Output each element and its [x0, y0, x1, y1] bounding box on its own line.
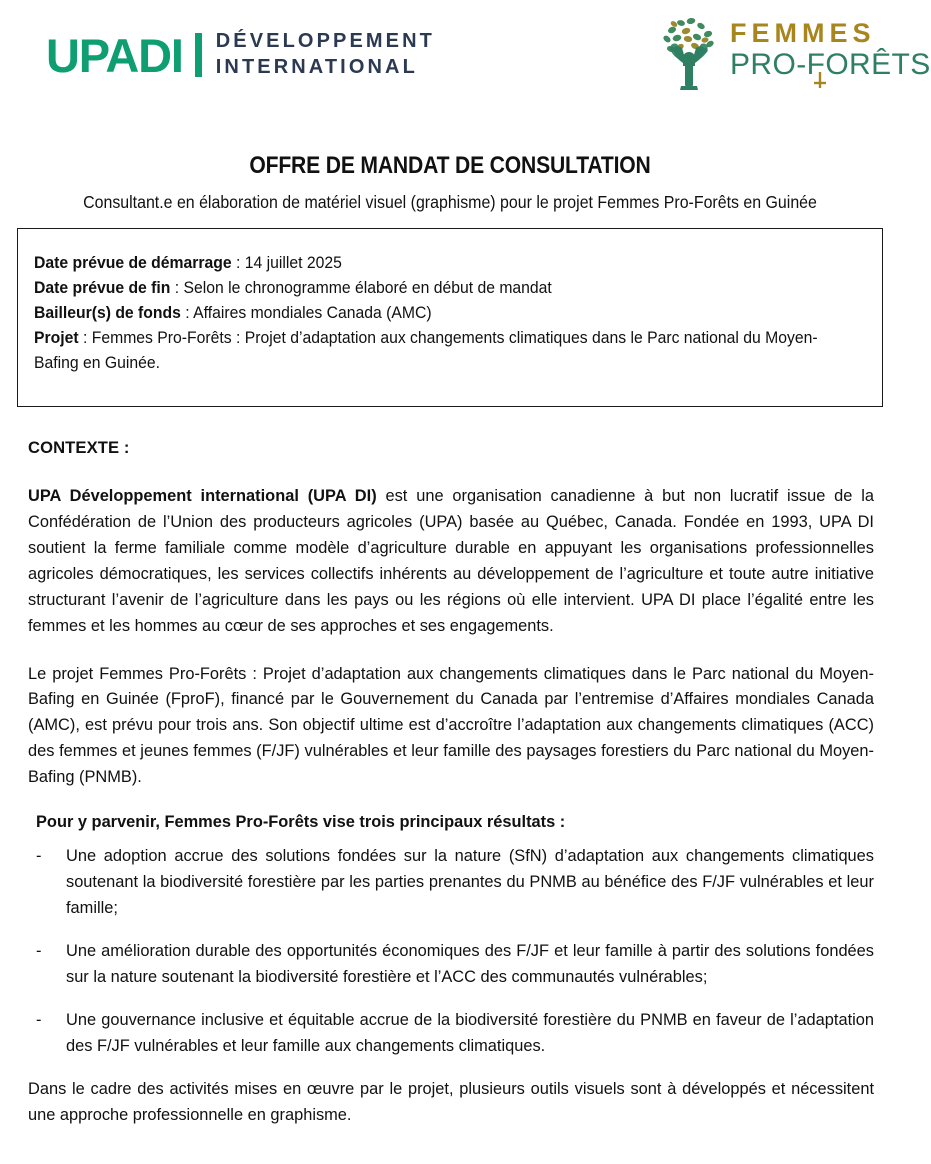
logo-header — [0, 0, 931, 112]
upadi-subtitle-line1: DÉVELOPPEMENT — [215, 30, 435, 53]
list-item-text: Une gouvernance inclusive et équitable accrue de la biodiversité forestière du PNMB en faveur de l’adaptation des F/JF vulnérables et leur famille aux changements climatiques. — [66, 1010, 874, 1055]
info-row-separator: : — [180, 303, 194, 322]
list-item — [28, 1008, 874, 1060]
info-row-label: Bailleur(s) de fonds — [34, 303, 181, 322]
info-row — [34, 251, 831, 276]
upadi-subtitle — [216, 29, 435, 80]
fpf-femmes-text: FEMMES — [730, 18, 876, 48]
document-body — [28, 438, 874, 1128]
list-item — [28, 844, 874, 922]
paragraph-text: est une organisation canadienne à but non lucratif issue de la Confédération de l’Union des producteurs agricoles (UPA) basée au Québec, Canada. Fondée en 1993, UPA DI soutient la ferme familiale comme modèle d’agriculture durable en appuyant les organisations professionnelles agricoles démocratiques, les services collectifs inhérents au développement de l’agriculture et toute autre initiative structurant l’avenir de l’agriculture dans les pays ou les régions où elle intervient. UPA DI place l’égalité entre les femmes et les hommes au cœur de ses approches et ses engagements. — [28, 487, 874, 635]
page-subtitle: Consultant.e en élaboration de matériel visuel (graphisme) pour le projet Femmes Pro-Forêts en Guinée — [83, 192, 817, 212]
info-row-separator: : — [78, 328, 92, 347]
results-heading: Pour y parvenir, Femmes Pro-Forêts vise trois principaux résultats : — [36, 813, 566, 832]
bullet-marker: - — [36, 1010, 42, 1029]
bullet-marker: - — [36, 847, 42, 866]
info-row — [34, 276, 831, 301]
upadi-subtitle-line2: INTERNATIONAL — [215, 56, 418, 78]
info-row-label: Projet — [34, 328, 79, 347]
paragraph-lead-bold: UPA Développement international (UPA DI) — [28, 487, 377, 505]
paragraph-upadi-intro — [28, 484, 874, 640]
info-row-value: Femmes Pro-Forêts : Projet d’adaptation aux changements climatiques dans le Parc national du Moyen-Bafing en Guinée. — [34, 328, 818, 372]
info-row — [34, 301, 831, 326]
results-list — [28, 844, 874, 1059]
upadi-wordmark: UPADI — [46, 28, 183, 82]
mandate-info-box — [17, 228, 883, 407]
list-item-text: Une adoption accrue des solutions fondées sur la nature (SfN) d’adaptation aux changements climatiques soutenant la biodiversité forestière par les parties prenantes du PNMB au bénéfice des F/JF vulnérables et leur famille; — [66, 847, 874, 917]
list-item-text: Une amélioration durable des opportunités économiques des F/JF et leur famille à partir des solutions fondées sur la nature soutenant la biodiversité forestière et l’ACC des communautés vulnérables; — [66, 941, 874, 986]
hands-tree-icon — [652, 14, 726, 90]
upadi-divider-bar — [195, 33, 202, 77]
info-row-value: Affaires mondiales Canada (AMC) — [193, 303, 432, 322]
fpf-wordmark — [730, 20, 931, 84]
info-row — [34, 326, 831, 376]
section-heading-contexte: CONTEXTE : — [28, 438, 130, 457]
info-row-separator: : — [170, 278, 184, 297]
venus-symbol-icon — [810, 66, 830, 90]
femmes-pro-forets-logo — [652, 14, 931, 90]
paragraph-visual-tools: Dans le cadre des activités mises en œuvre par le projet, plusieurs outils visuels sont à développés et nécessitent une approche professionnelle en graphisme. — [28, 1079, 874, 1124]
info-row-label: Date prévue de fin — [34, 278, 171, 297]
info-row-label: Date prévue de démarrage — [34, 254, 232, 272]
upadi-logo — [46, 24, 435, 86]
info-row-separator: : — [231, 254, 245, 272]
fpf-proforets-line — [730, 50, 931, 84]
list-item — [28, 939, 874, 991]
info-row-value: Selon le chronogramme élaboré en début de mandat — [183, 278, 552, 297]
paragraph-project-description: Le projet Femmes Pro-Forêts : Projet d’adaptation aux changements climatiques dans le Parc national du Moyen-Bafing en Guinée (FproF), financé par le Gouvernement du Canada par l’entremise d’Affaires mondiales Canada (AMC), est prévu pour trois ans. Son objectif ultime est d’accroître l’adaptation aux changements climatiques (ACC) des femmes et jeunes femmes (F/JF) vulnérables et leur famille des paysages forestiers du Parc national du Moyen-Bafing (PNMB). — [28, 664, 874, 787]
bullet-marker: - — [36, 941, 42, 960]
page-title: OFFRE DE MANDAT DE CONSULTATION — [249, 152, 651, 179]
info-row-value: 14 juillet 2025 — [244, 254, 342, 272]
fpf-proforets-text: PRO-FORÊTS — [730, 48, 931, 81]
